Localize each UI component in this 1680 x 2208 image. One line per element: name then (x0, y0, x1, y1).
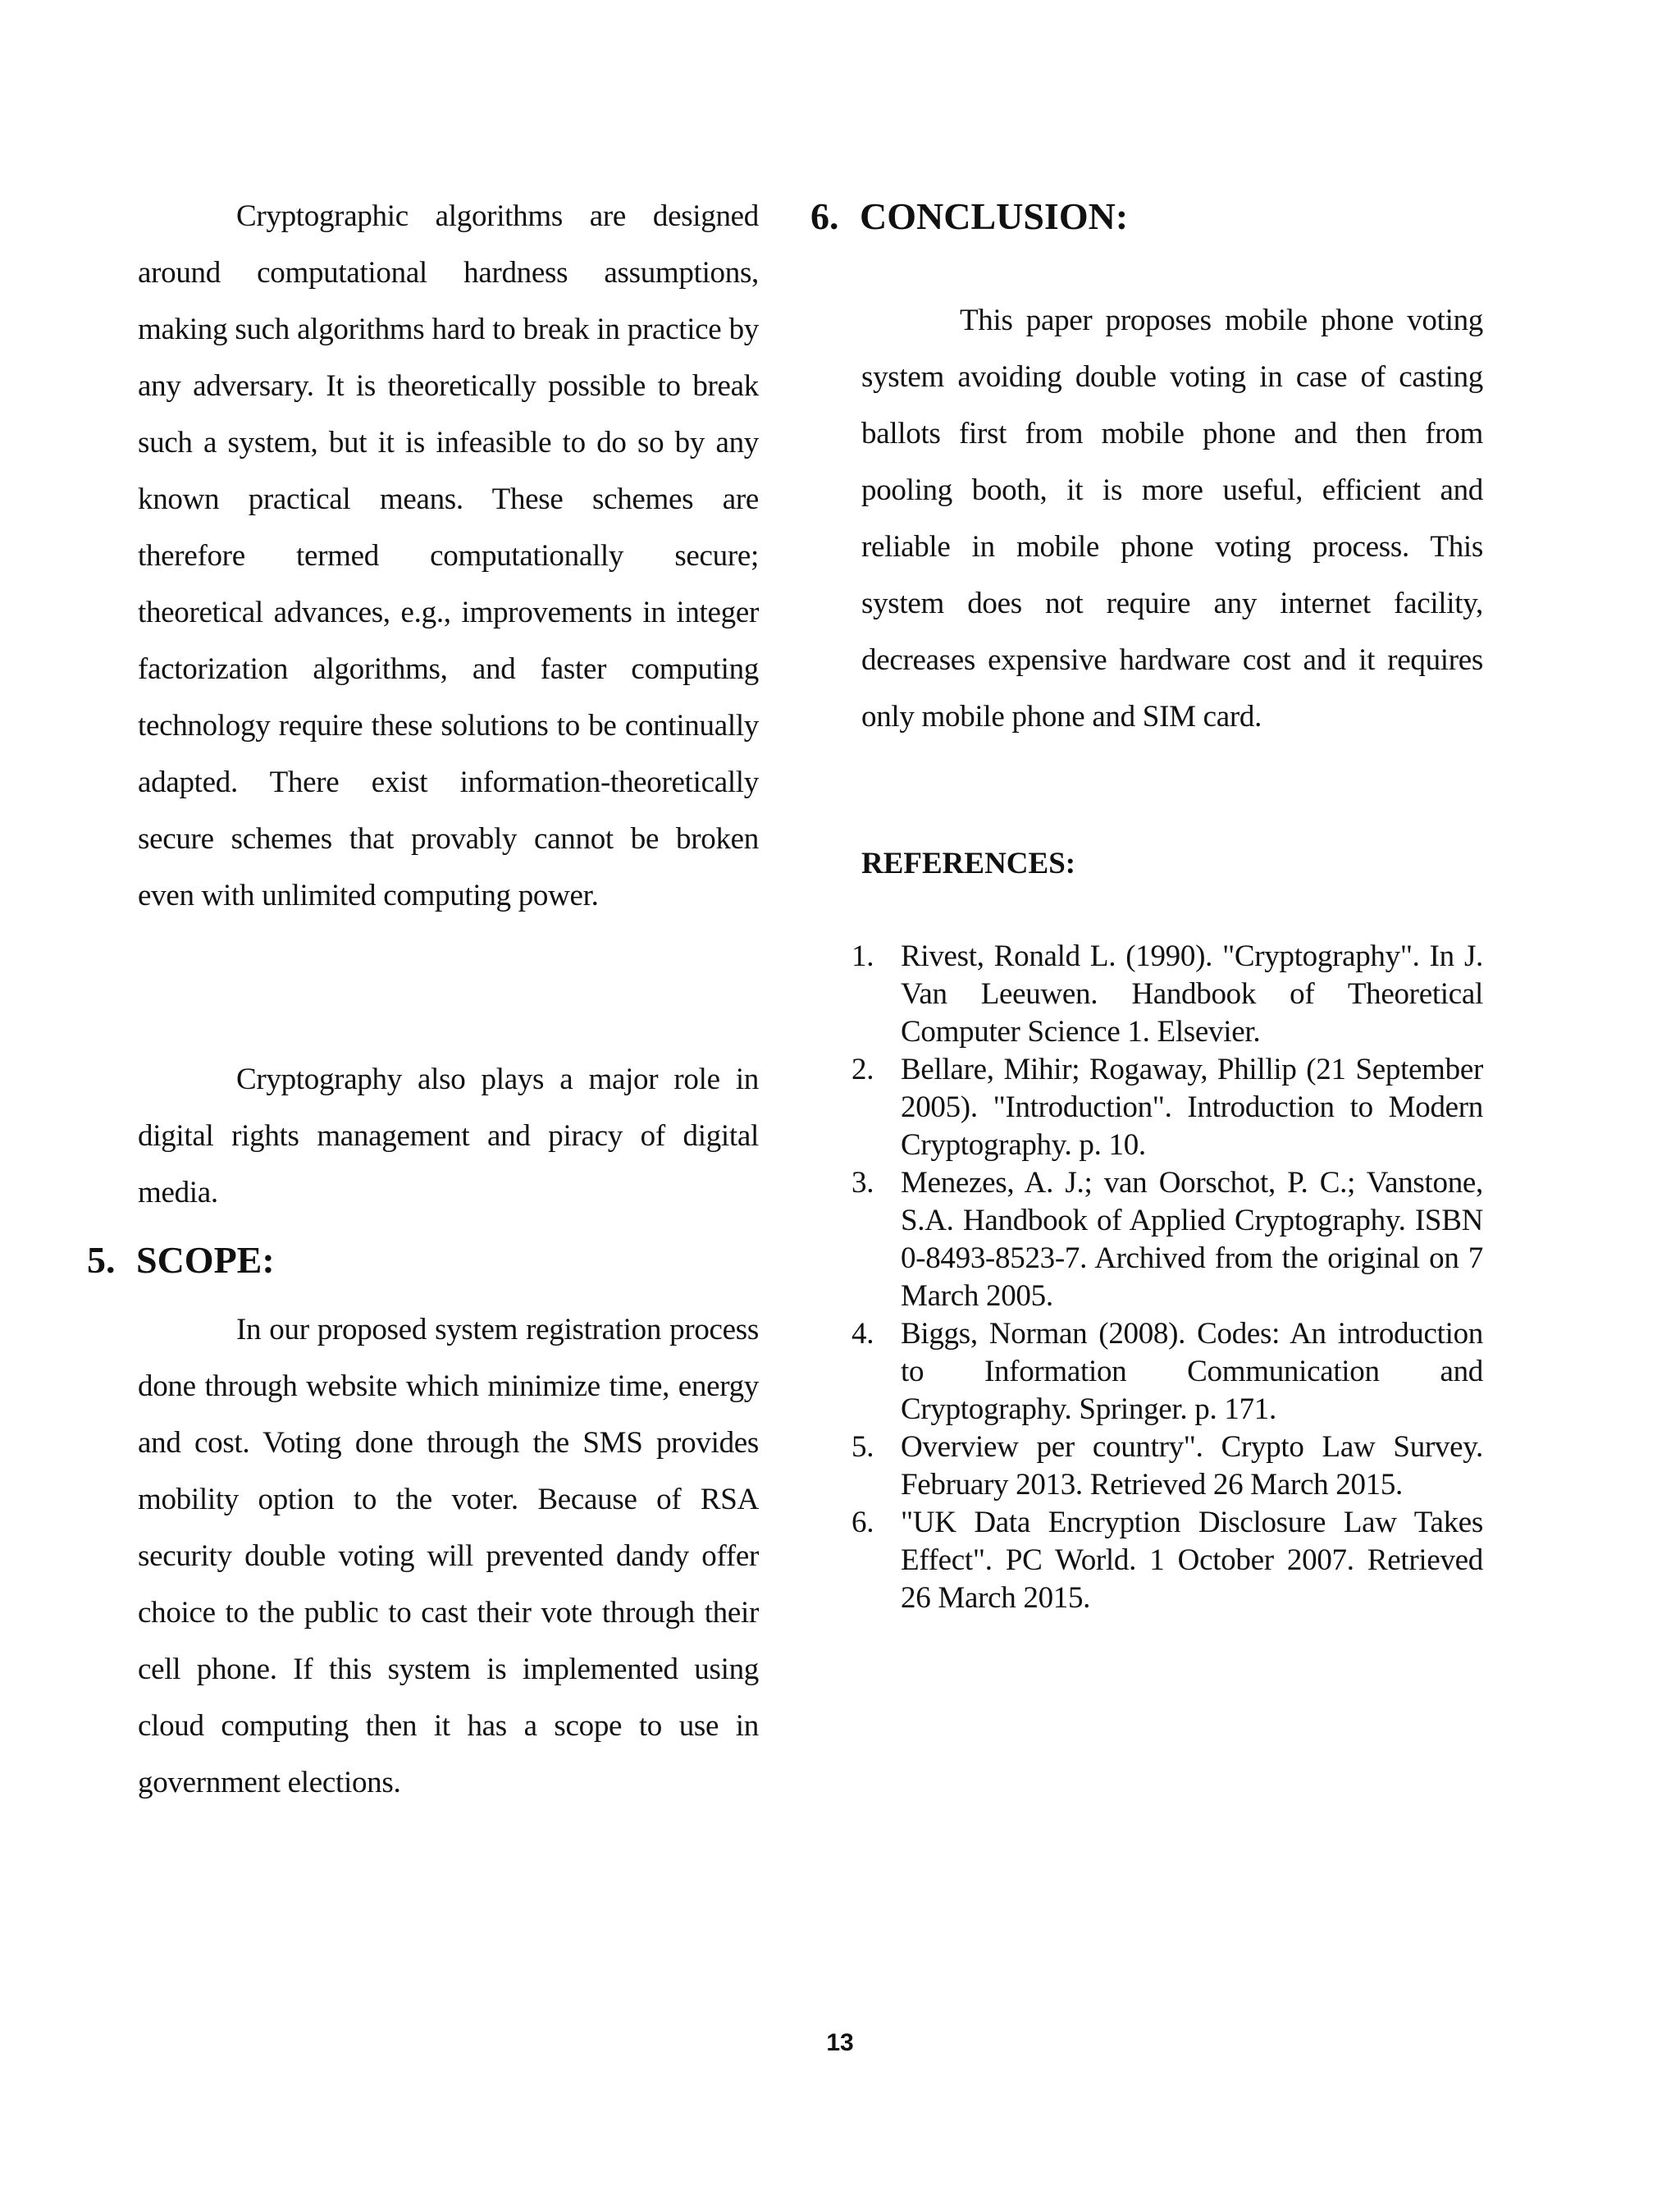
body-paragraph-scope: In our proposed system registration process done through website which minimize time, energy and cost. Voting done through the SMS provides mobility option to the voter. Because of RSA security double voting will prevented dandy offer choice to the public to cast their vote through their cell phone. If this system is implemented using cloud computing then it has a scope to use in government elections. (138, 1313, 759, 1799)
body-paragraph-cryptographic-algorithms: Cryptographic algorithms are designed around computational hardness assumptions, making such algorithms hard to break in practice by any adversary. It is theoretically possible to break such a system, but it is infeasible to do so by any known practical means. These schemes are therefore termed computationally secure; theoretical advances, e.g., improvements in integer factorization algorithms, and faster computing technology require these solutions to be continually adapted. There exist information-theoretically secure schemes that provably cannot be broken even with unlimited computing power. (138, 199, 759, 912)
body-paragraph-conclusion: This paper proposes mobile phone voting system avoiding double voting in case of casting ballots first from mobile phone and then from pooling booth, it is more useful, efficient and reliable in mobile phone voting process. This system does not require any internet facility, decreases expensive hardware cost and it requires only mobile phone and SIM card. (861, 304, 1483, 734)
section-number: 5. (87, 1239, 116, 1281)
reference-item: 3. Menezes, A. J.; van Oorschot, P. C.; Vanstone, S.A. Handbook of Applied Cryptography. ISBN 0-8493-8523-7. Archived from the original on 7 March 2005. (851, 1166, 1483, 1313)
references-list (851, 938, 1483, 1617)
section-number: 6. (810, 195, 839, 237)
reference-item: 1. Rivest, Ronald L. (1990). "Cryptography". In J. Van Leeuwen. Handbook of Theoretical Computer Science 1. Elsevier. (851, 939, 1483, 1049)
body-paragraph-digital-rights: Cryptography also plays a major role in digital rights management and piracy of digital media. (138, 1063, 759, 1209)
reference-item: 2. Bellare, Mihir; Rogaway, Phillip (21 September 2005). "Introduction". Introduction to Modern Cryptography. p. 10. (851, 1053, 1483, 1162)
reference-item: 5. Overview per country". Crypto Law Survey. February 2013. Retrieved 26 March 2015. (851, 1430, 1483, 1502)
section-heading-conclusion (810, 192, 1128, 241)
section-title: SCOPE: (136, 1239, 275, 1281)
reference-item: 4. Biggs, Norman (2008). Codes: An introduction to Information Communication and Cryptography. Springer. p. 171. (851, 1317, 1483, 1426)
section-heading-scope (87, 1236, 275, 1285)
section-title: CONCLUSION: (860, 195, 1129, 237)
references-heading: REFERENCES: (861, 847, 1076, 880)
page-number: 13 (826, 2029, 854, 2056)
reference-item: 6. "UK Data Encryption Disclosure Law Takes Effect". PC World. 1 October 2007. Retrieved 26 March 2015. (851, 1506, 1483, 1615)
